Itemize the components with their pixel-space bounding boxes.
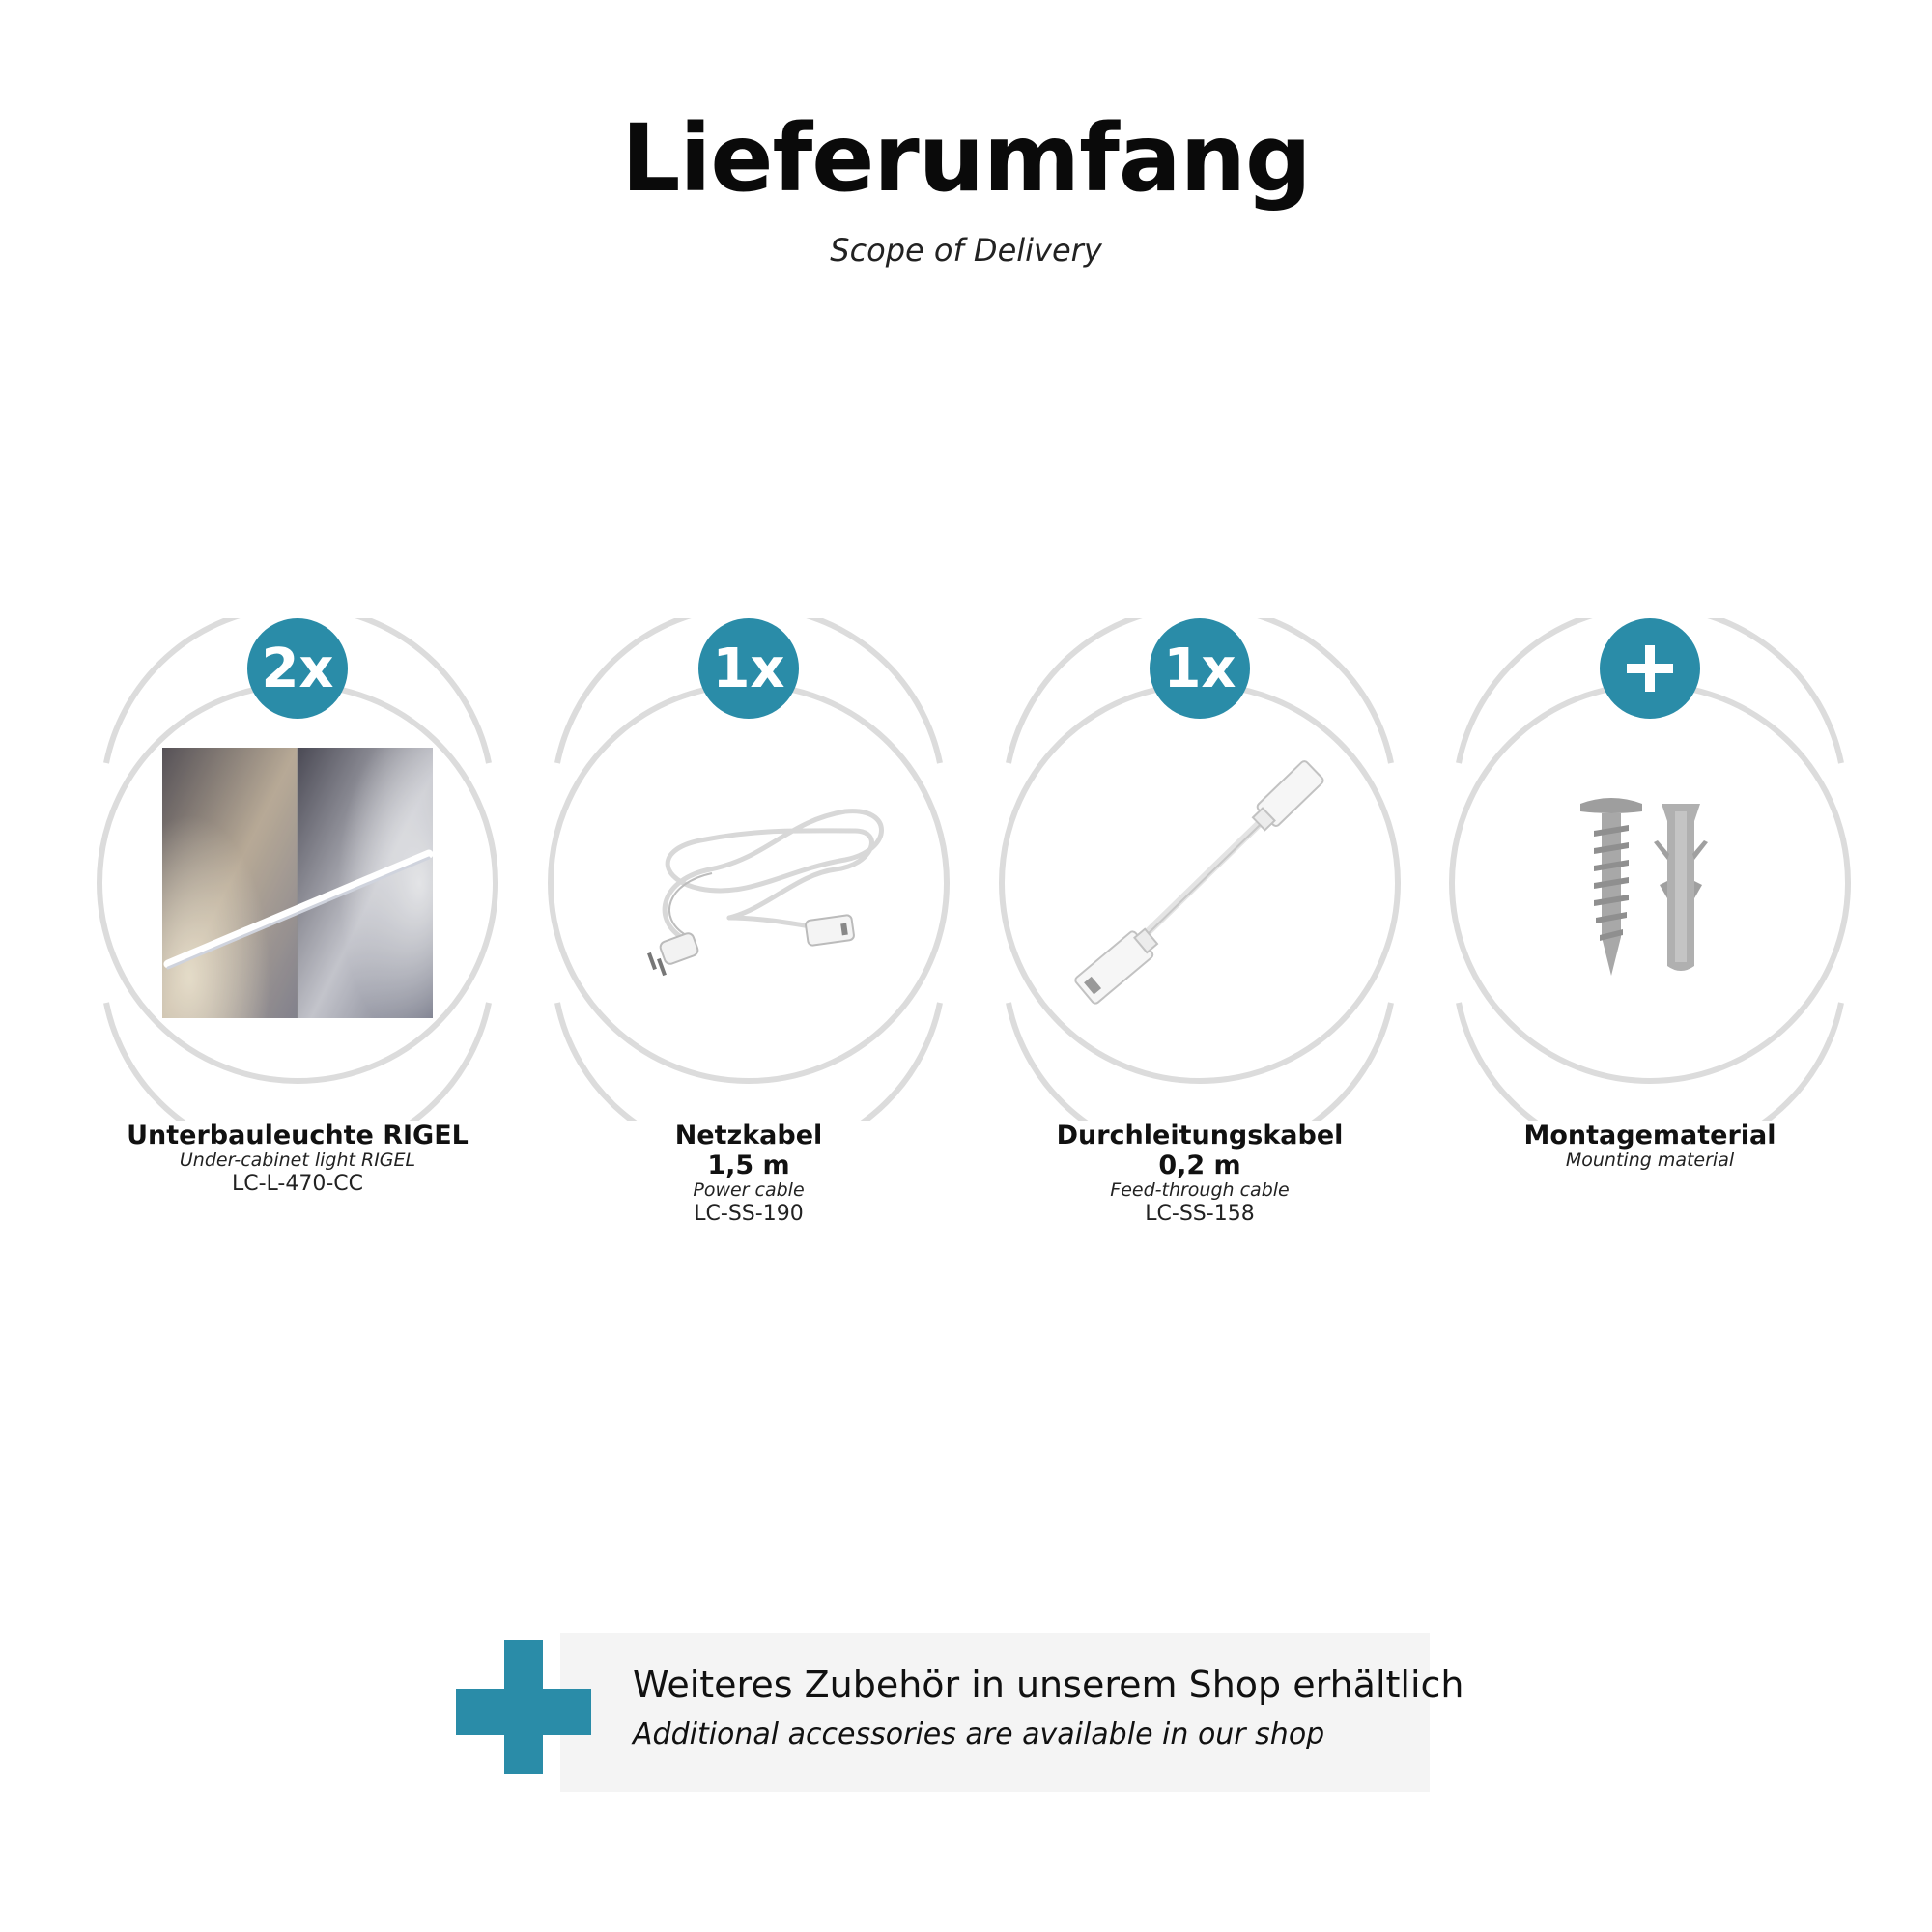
item-name: Montagematerial (1523, 1121, 1776, 1151)
quantity-badge: 1x (1150, 618, 1250, 719)
item-code: LC-SS-158 (1145, 1201, 1255, 1226)
screw-and-dowel-icon (1573, 792, 1737, 985)
quantity-badge: 2x (247, 618, 348, 719)
item-feed-through-cable (997, 618, 1403, 1265)
item-name-en: Power cable (693, 1179, 805, 1202)
feed-through-cable-icon (1055, 753, 1345, 1024)
item-length: 1,5 m (707, 1151, 790, 1181)
item-code: LC-L-470-CC (231, 1171, 364, 1196)
item-light-bar (95, 618, 500, 1265)
accessories-banner (560, 1633, 1430, 1792)
item-power-cable (546, 618, 952, 1265)
item-name: Unterbauleuchte RIGEL (127, 1121, 469, 1151)
power-cable-icon (594, 773, 903, 1005)
led-light-bar-photo (162, 748, 433, 1018)
page-subtitle: Scope of Delivery (830, 232, 1102, 269)
item-name-en: Mounting material (1565, 1150, 1735, 1172)
page-title: Lieferumfang (621, 104, 1311, 213)
plus-badge (1600, 618, 1700, 719)
item-name: Netzkabel (674, 1121, 823, 1151)
banner-text-en: Additional accessories are available in our shop (633, 1718, 1325, 1751)
item-name: Durchleitungskabel (1056, 1121, 1344, 1151)
quantity-badge: 1x (698, 618, 799, 719)
item-code: LC-SS-190 (694, 1201, 804, 1226)
item-length: 0,2 m (1158, 1151, 1241, 1181)
item-name-en: Under-cabinet light RIGEL (179, 1150, 416, 1172)
item-name-en: Feed-through cable (1110, 1179, 1290, 1202)
banner-text-de: Weiteres Zubehör in unserem Shop erhältlich (633, 1663, 1464, 1706)
item-mounting-material (1447, 618, 1853, 1265)
